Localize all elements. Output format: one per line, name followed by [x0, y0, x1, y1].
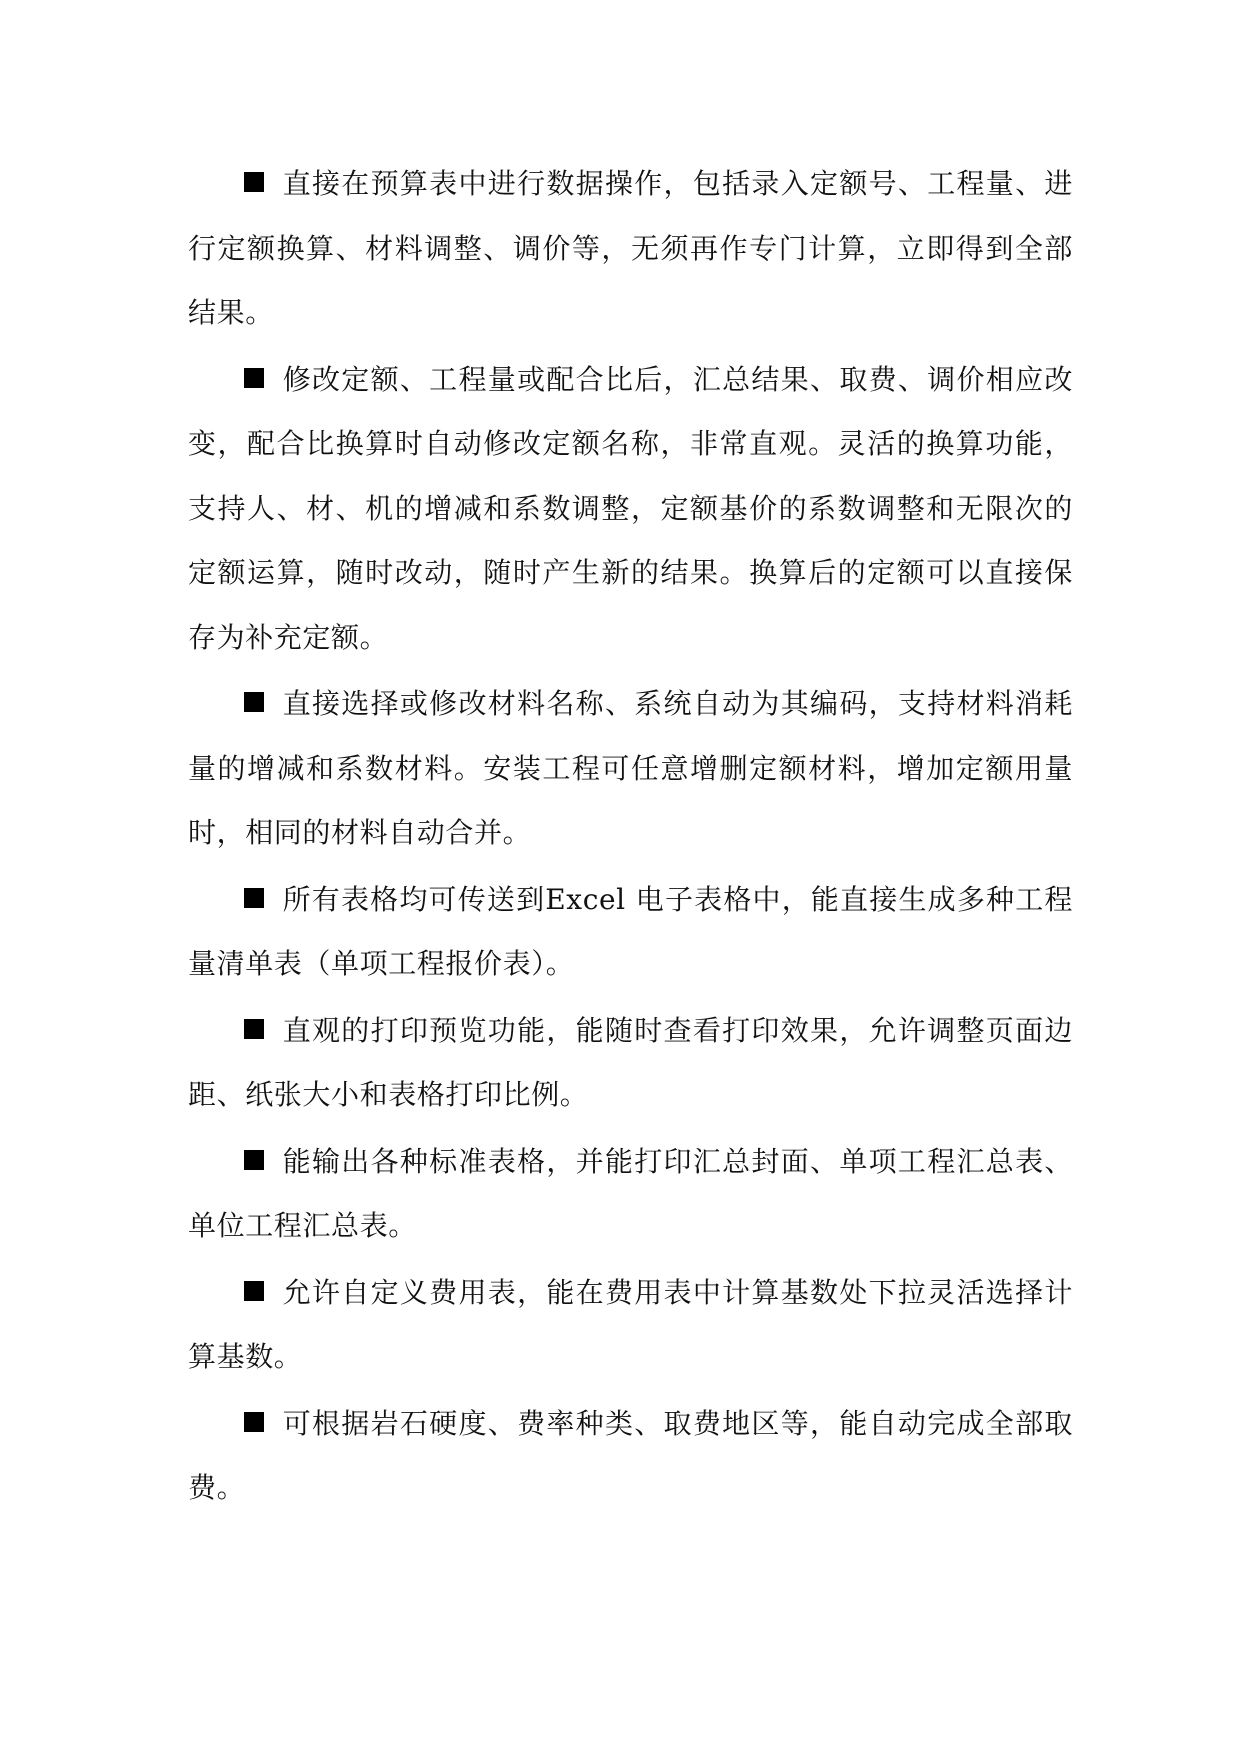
paragraph-7 — [188, 1261, 1073, 1390]
bullet-square-icon — [244, 368, 264, 388]
paragraph-6 — [188, 1130, 1073, 1259]
paragraph-5 — [188, 999, 1073, 1128]
bullet-square-icon — [244, 692, 264, 712]
paragraph-2 — [188, 348, 1073, 671]
bullet-square-icon — [244, 1019, 264, 1039]
bullet-square-icon — [244, 888, 264, 908]
paragraph-text: 直观的打印预览功能，能随时查看打印效果，允许调整页面边距、纸张大小和表格打印比例。 — [188, 1013, 1073, 1111]
bullet-square-icon — [244, 1150, 264, 1170]
paragraph-text: 可根据岩石硬度、费率种类、取费地区等，能自动完成全部取费。 — [188, 1406, 1073, 1504]
paragraph-text: 直接在预算表中进行数据操作，包括录入定额号、工程量、进行定额换算、材料调整、调价等，无须再作专门计算，立即得到全部结果。 — [188, 167, 1073, 329]
paragraph-text: 修改定额、工程量或配合比后，汇总结果、取费、调价相应改变，配合比换算时自动修改定额名称，非常直观。灵活的换算功能，支持人、材、机的增减和系数调整，定额基价的系数调整和无限次的定额运算，随时改动，随时产生新的结果。换算后的定额可以直接保存为补充定额。 — [188, 362, 1073, 654]
bullet-square-icon — [244, 1281, 264, 1301]
bullet-square-icon — [244, 1412, 264, 1432]
paragraph-text: 所有表格均可传送到Excel 电子表格中，能直接生成多种工程量清单表（单项工程报价表）。 — [188, 882, 1073, 980]
document-body — [188, 152, 1073, 1523]
paragraph-8 — [188, 1392, 1073, 1521]
paragraph-text: 允许自定义费用表，能在费用表中计算基数处下拉灵活选择计算基数。 — [188, 1275, 1073, 1373]
bullet-square-icon — [244, 172, 264, 192]
paragraph-3 — [188, 672, 1073, 866]
paragraph-text: 能输出各种标准表格，并能打印汇总封面、单项工程汇总表、单位工程汇总表。 — [188, 1144, 1073, 1242]
paragraph-1 — [188, 152, 1073, 346]
paragraph-4 — [188, 868, 1073, 997]
paragraph-text: 直接选择或修改材料名称、系统自动为其编码，支持材料消耗量的增减和系数材料。安装工程可任意增删定额材料，增加定额用量时，相同的材料自动合并。 — [188, 687, 1073, 849]
